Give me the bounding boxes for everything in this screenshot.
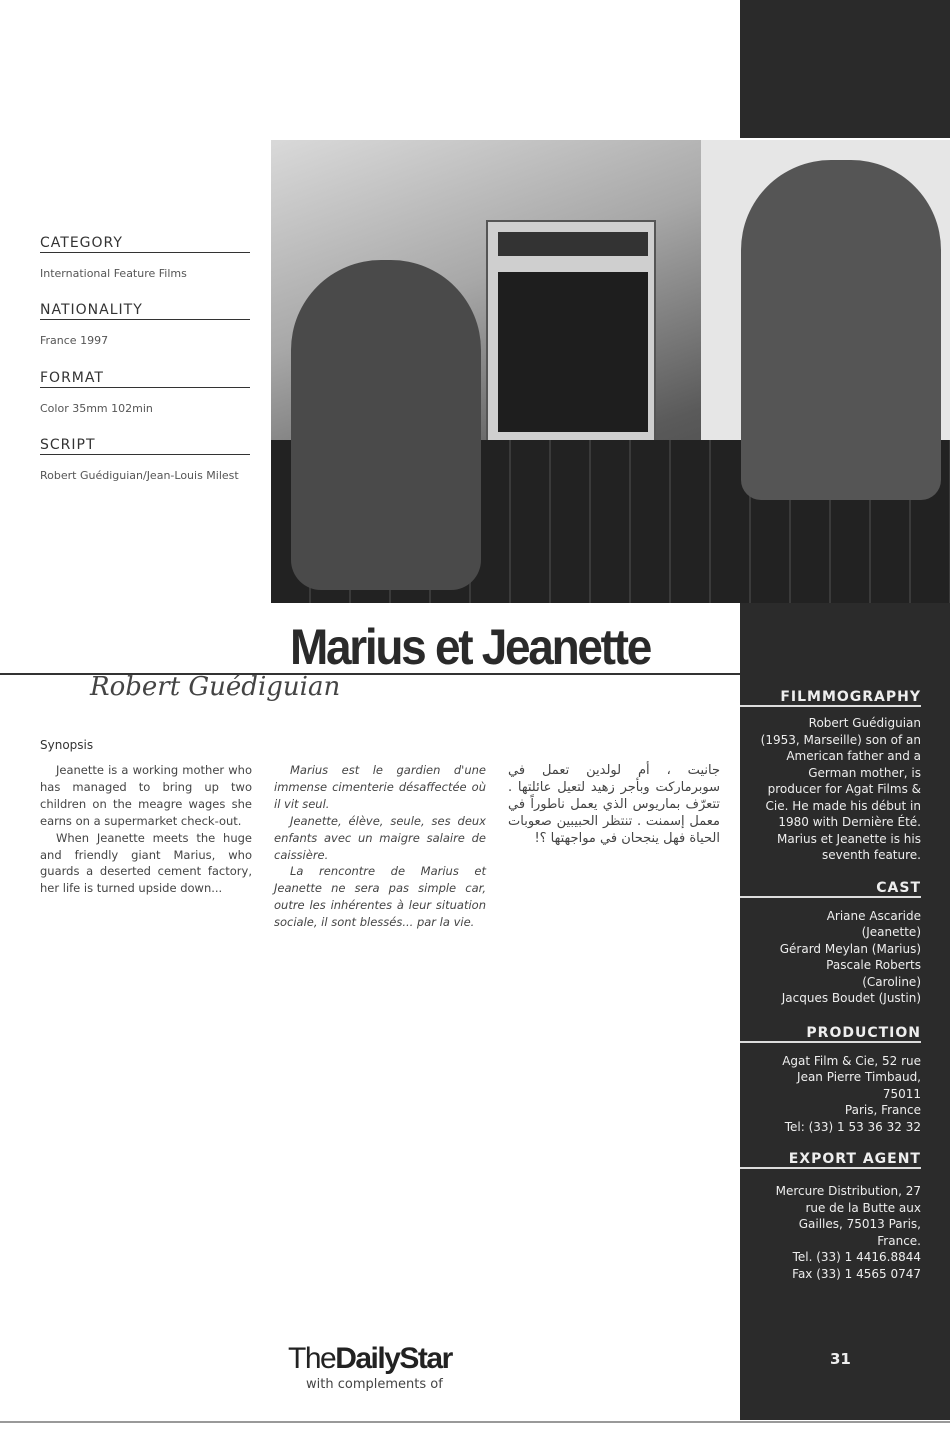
export-agent-heading: EXPORT AGENT [740,1151,921,1169]
synopsis-heading: Synopsis [40,738,94,752]
metadata-format: FORMAT Color 35mm 102min [40,370,250,435]
paragraph: La rencontre de Marius et Jeanette ne sera pas simple car, outre les inhérentes à leur situation sociale, il sont blessés... par la vie. [274,864,486,930]
metadata-nationality: NATIONALITY France 1997 [40,302,250,367]
daily-star-logo: TheDailyStar [288,1342,452,1375]
paragraph: When Jeanette meets the huge and friendly giant Marius, who guards a deserted cement factory, her life is turned upside down... [40,830,252,896]
page-number: 31 [830,1350,851,1368]
film-title: Marius et Jeanette [290,619,650,675]
metadata-script: SCRIPT Robert Guédiguian/Jean-Louis Milest [40,437,250,502]
paragraph: Jeanette is a working mother who has managed to bring up two children on the meagre wages she earns on a supermarket check-out. [40,763,252,828]
synopsis-english [40,762,252,897]
production-heading: PRODUCTION [740,1025,921,1043]
export-agent-body: Mercure Distribution, 27 rue de la Butte aux Gailles, 75013 Paris, France. Tel. (33) 1 4416.8844 Fax (33) 1 4565 0747 [775,1184,921,1281]
film-still-photo [271,140,950,603]
top-dark-block [740,0,950,138]
metadata-category: CATEGORY International Feature Films [40,235,250,300]
synopsis-french [274,762,486,931]
synopsis-arabic: جانيت ، أم لولدين تعمل في سوبرماركت وبأجر زهيد لتعيل عائلتها . تتعرّف بماريوس الذي يعمل ناطوراً في معمل إسمنت . تنتظر الحبيبين صعوبات الحياة فهل ينجحان في مواجهتها ؟! [508,763,720,846]
cast-heading: CAST [740,880,921,898]
paragraph: Jeanette, élève, seule, ses deux enfants avec un maigre salaire de caissière. [274,813,486,862]
bottom-edge [0,1421,950,1423]
production-body: Agat Film & Cie, 52 rue Jean Pierre Timbaud, 75011 Paris, France Tel: (33) 1 53 36 32 32 [782,1053,921,1134]
filmography-body: Robert Guédiguian (1953, Marseille) son of an American father and a German mother, is producer for Agat Films & Cie. He made his début in 1980 with Dernière Été. Marius et Jeanette is his seventh feature. [760,716,921,862]
director-name: Robert Guédiguian [90,672,341,702]
cast-body: Ariane Ascaride (Jeanette) Gérard Meylan (Marius) Pascale Roberts (Caroline) Jacques Boudet (Justin) [779,908,921,1005]
filmography-heading: FILMMOGRAPHY [740,689,921,707]
paragraph: Marius est le gardien d'une immense cimenterie désaffectée où il vit seul. [274,763,486,811]
logo-subtitle: with complements of [306,1377,443,1392]
credits-sidebar [740,603,950,1420]
